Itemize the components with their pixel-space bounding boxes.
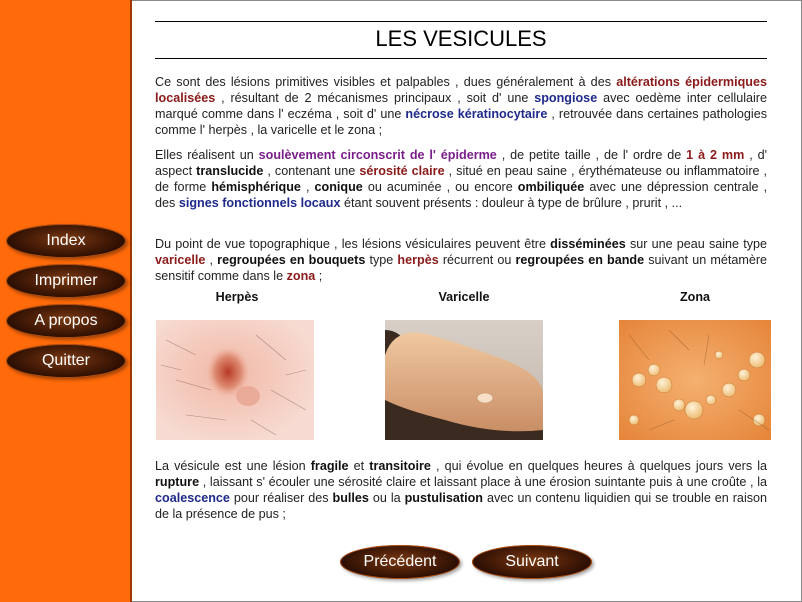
text: , situé en peau saine , érythémateuse ou inflammatoire , de forme bbox=[155, 164, 768, 194]
herpes-photo bbox=[156, 320, 314, 440]
text: étant souvent présents : douleur à type de brûlure , prurit , ... bbox=[343, 196, 683, 210]
zona-caption: Zona bbox=[679, 290, 711, 304]
text: Du point de vue topographique , les lésions vésiculaires peuvent être bbox=[155, 237, 546, 251]
keyword: fragile bbox=[310, 459, 349, 473]
keyword: varicelle bbox=[155, 253, 206, 267]
keyword: nécrose kératinocytaire bbox=[405, 107, 548, 121]
text: type bbox=[369, 253, 394, 267]
keyword: rupture bbox=[155, 475, 200, 489]
text: , de petite taille , de l' ordre de bbox=[501, 148, 682, 162]
text: ou acuminée , ou encore bbox=[367, 180, 513, 194]
keyword: herpès bbox=[397, 253, 439, 267]
varicelle-photo bbox=[385, 320, 543, 440]
keyword: zona bbox=[286, 269, 316, 283]
keyword: regroupées en bande bbox=[515, 253, 645, 267]
text: , laissant s' écouler une sérosité claire et laissant place à une érosion suintante puis à une croûte , la bbox=[202, 475, 767, 489]
title-bottom-rule bbox=[155, 58, 767, 59]
text: avec un contenu liquidien qui se trouble en raison de la présence de pus ; bbox=[155, 491, 768, 521]
keyword: 1 à 2 mm bbox=[686, 148, 745, 162]
keyword: sérosité claire bbox=[359, 164, 445, 178]
keyword: pustulisation bbox=[404, 491, 483, 505]
keyword: hémisphérique bbox=[211, 180, 301, 194]
text: , bbox=[209, 253, 214, 267]
page-title: LES VESICULES bbox=[375, 26, 547, 51]
keyword: regroupées en bouquets bbox=[217, 253, 366, 267]
keyword: conique bbox=[314, 180, 363, 194]
text: sur une peau saine type bbox=[629, 237, 768, 251]
text: avec une dépression centrale , des bbox=[155, 180, 768, 210]
keyword: bulles bbox=[332, 491, 369, 505]
text: ; bbox=[318, 269, 323, 283]
paragraph-definition bbox=[155, 74, 767, 138]
title-top-rule bbox=[155, 21, 767, 22]
keyword: spongiose bbox=[534, 91, 598, 105]
text: , qui évolue en quelques heures à quelques jours vers la bbox=[435, 459, 768, 473]
next-button[interactable]: Suivant bbox=[472, 545, 592, 579]
text: , bbox=[305, 180, 310, 194]
keyword: soulèvement circonscrit de l' épiderme bbox=[258, 148, 497, 162]
about-button[interactable]: A propos bbox=[6, 304, 126, 338]
text: récurrent ou bbox=[442, 253, 512, 267]
print-button[interactable]: Imprimer bbox=[6, 264, 126, 298]
text: Elles réalisent un bbox=[155, 148, 254, 162]
keyword: altérations épidermiques localisées bbox=[155, 75, 768, 105]
text: , contenant une bbox=[267, 164, 356, 178]
quit-button[interactable]: Quitter bbox=[6, 344, 126, 378]
paragraph-evolution bbox=[155, 458, 767, 522]
keyword: transitoire bbox=[369, 459, 431, 473]
index-button[interactable]: Index bbox=[6, 224, 126, 258]
zona-photo bbox=[619, 320, 771, 440]
text: , d' aspect bbox=[155, 148, 768, 178]
text: et bbox=[353, 459, 365, 473]
text: , retrouvée dans certaines pathologies comme l' herpès , la varicelle et le zona ; bbox=[155, 107, 768, 137]
keyword: coalescence bbox=[155, 491, 230, 505]
keyword: translucide bbox=[196, 164, 264, 178]
text: ou la bbox=[372, 491, 401, 505]
paragraph-topography bbox=[155, 236, 767, 284]
previous-button[interactable]: Précédent bbox=[340, 545, 460, 579]
varicelle-caption: Varicelle bbox=[438, 290, 490, 304]
text: pour réaliser des bbox=[233, 491, 329, 505]
herpes-caption: Herpès bbox=[215, 290, 259, 304]
text: , résultant de 2 mécanismes principaux , soit d' une bbox=[221, 91, 529, 105]
keyword: ombiliquée bbox=[517, 180, 585, 194]
sidebar bbox=[0, 0, 132, 602]
text: avec oedème inter cellulaire marqué comme dans l' eczéma , soit d' une bbox=[155, 91, 767, 121]
text: Ce sont des lésions primitives visibles et palpables , dues généralement à des bbox=[155, 75, 611, 89]
keyword: disséminées bbox=[550, 237, 626, 251]
text: suivant un métamère sensitif comme dans le bbox=[155, 253, 768, 283]
text: La vésicule est une lésion bbox=[155, 459, 306, 473]
paragraph-aspect bbox=[155, 147, 767, 211]
keyword: signes fonctionnels locaux bbox=[178, 196, 341, 210]
